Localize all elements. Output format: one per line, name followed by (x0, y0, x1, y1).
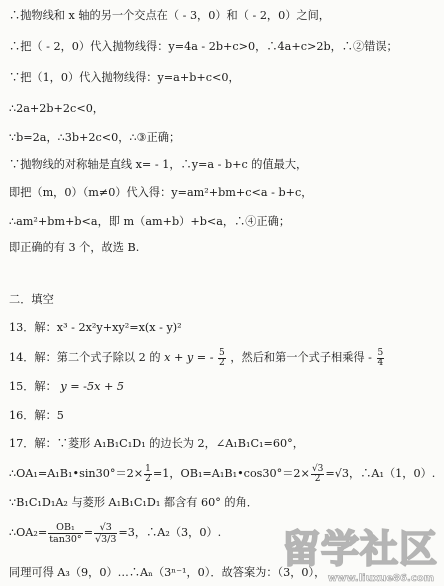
answer-17: 17．解：∵菱形 A₁B₁C₁D₁ 的边长为 2，∠A₁B₁C₁=60°， (9, 437, 304, 450)
answer-17-step-4: 同理可得 A₃（9，0）…∴Aₙ（3ⁿ⁻¹，0）．故答案为：（3，0）， (9, 566, 326, 579)
text-line: ∴2a+2b+2c<0， (9, 102, 104, 115)
answer-17-step-3: ∴OA₂= $\frac{\text{OB₁}}{\tan 30^\circ}$ = $\frac{√3}{√3/3}$ =3，∴A₂（3，0）. (9, 521, 222, 545)
text-line: ∵抛物线的对称轴是直线 x= - 1，∴y=a - b+c 的值最大， (9, 158, 308, 171)
fraction: $\frac{5}{2}$ (219, 348, 225, 368)
answer-14-math: x + y = - (164, 351, 214, 364)
watermark-logo: 留学社区 (282, 527, 439, 571)
section-title: 二．填空 (9, 293, 54, 306)
text-line: 即把（m，0）（m≠0）代入得：y=am²+bm+c<a - b+c， (9, 186, 313, 199)
fraction: $\frac{√3}{√3/3}$ (95, 521, 117, 545)
text-line: ∴抛物线和 x 轴的另一个交点在（ - 3，0）和（ - 2，0）之间， (9, 9, 330, 22)
text-line: ∴把（ - 2，0）代入抛物线得：y=4a - 2b+c>0，∴4a+c>2b，∴②错误； (9, 40, 398, 53)
answer-15-label: 15．解： (9, 380, 57, 393)
text-line: ∴am²+bm+b<a，即 m（am+b）+b<a，∴④正确； (9, 215, 291, 228)
answer-14-text: 14．解：第二个式子除以 2 的 (9, 351, 161, 364)
fraction: $\frac{\text{OB₁}}{\tan 30^\circ}$ (49, 521, 82, 545)
answer-17-step-2: ∵B₁C₁D₁A₂ 与菱形 A₁B₁C₁D₁ 都含有 60° 的角． (9, 496, 258, 509)
answer-15 (9, 379, 438, 394)
answer-14 (9, 348, 438, 368)
fraction: $\frac{5}{4}$ (377, 348, 384, 368)
minus-sign: - (368, 351, 372, 364)
text-line: 即正确的有 3 个，故选 B. (9, 241, 140, 254)
answer-13: 13．解：x³ - 2x²y+xy²=x(x - y)² (9, 321, 182, 334)
fraction: $\frac{√3}{2}$ (311, 463, 324, 484)
answer-17-step-1: ∴OA₁=A₁B₁•sin30°＝2× $\frac{1}{2}$ =1，OB₁=A₁B₁•cos30°＝2× $\frac{√3}{2}$ =√3，∴A₁（1，0）. (9, 463, 436, 484)
answer-16: 16．解：5 (9, 409, 64, 422)
text-line: ∵把（1，0）代入抛物线得：y=a+b+c<0， (9, 71, 240, 84)
fraction: $\frac{1}{2}$ (145, 463, 151, 484)
text-line: ∵b=2a，∴3b+2c<0，∴③正确； (9, 131, 181, 144)
answer-14-text-2: ，然后和第一个式子相乘得 (230, 351, 365, 364)
site-watermark (282, 526, 440, 584)
answer-15-math: y = -5x + 5 (60, 380, 124, 393)
watermark-url: www.liuxue86.com (327, 573, 434, 584)
